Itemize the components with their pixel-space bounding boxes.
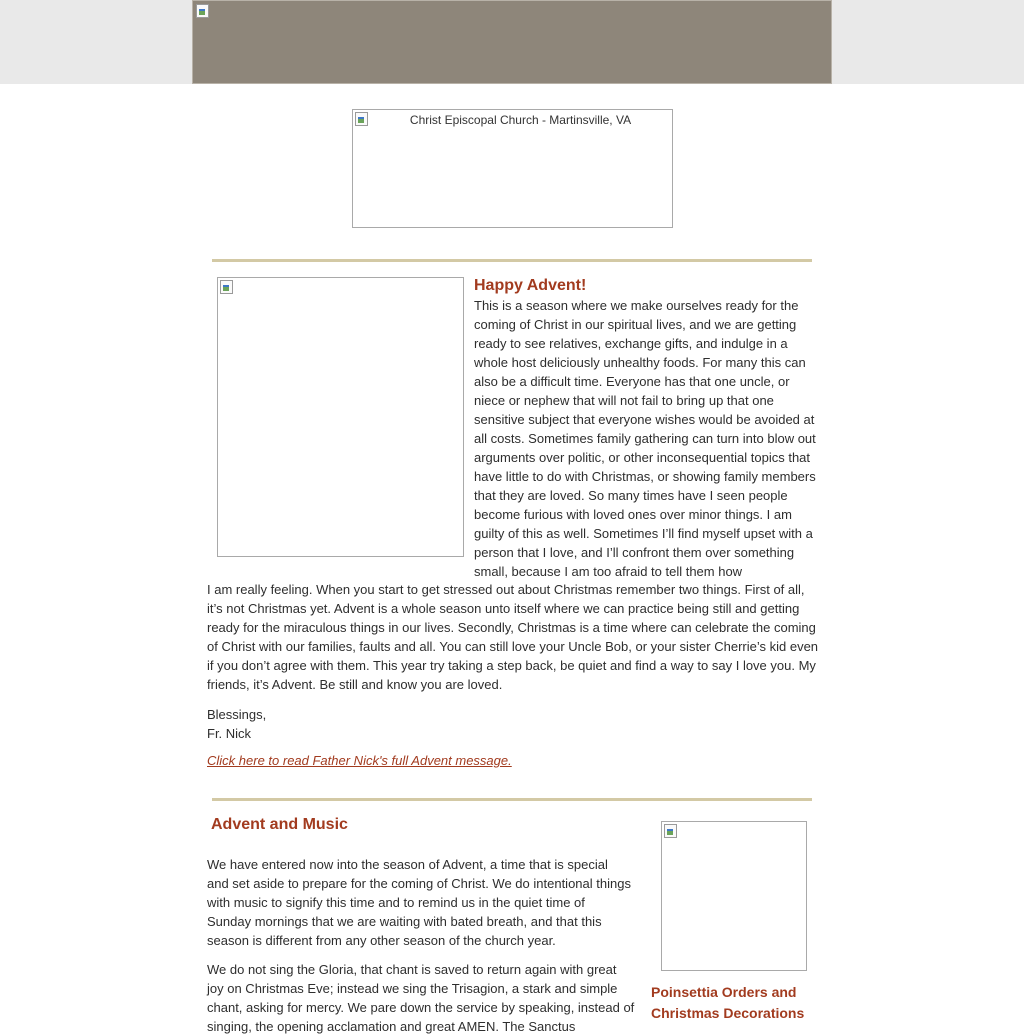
church-logo-image bbox=[352, 109, 673, 228]
music-paragraph-1: We have entered now into the season of Advent, a time that is special and set aside to prepare for the coming of Christ. We do intentional things with music to signify this time and to remind us in the quiet time of Sunday mornings that we are waiting with bated breath, and that this season is different from any other season of the church year. bbox=[207, 857, 631, 948]
broken-image-icon bbox=[354, 111, 368, 125]
section-divider bbox=[212, 798, 812, 801]
poinsettia-photo bbox=[661, 821, 807, 971]
advent-heading: Happy Advent! bbox=[474, 277, 587, 294]
music-heading: Advent and Music bbox=[211, 816, 348, 833]
logo-alt-text: Christ Episcopal Church - Martinsville, VA bbox=[409, 113, 632, 127]
advent-body-full: I am really feeling. When you start to get stressed out about Christmas remember two things. First of all, it’s not Christmas yet. Advent is a whole season unto itself where we can practice being still and getting ready for the miraculous things in our lives. Secondly, Christmas is a time where can celebrate the coming of Christ with our families, faults and all. You can still love your Uncle Bob, or your sister Cherrie’s kid even if you don’t agree with them. This year try taking a step back, be quiet and find a way to say I love you. My friends, it’s Advent. Be still and know you are loved. bbox=[207, 582, 819, 692]
signature-text: Fr. Nick bbox=[207, 726, 252, 741]
broken-image-icon bbox=[195, 3, 209, 17]
advent-photo bbox=[217, 277, 464, 557]
poinsettia-caption[interactable]: Poinsettia Orders and Christmas Decorations bbox=[651, 984, 805, 1021]
section-divider bbox=[212, 259, 812, 262]
advent-body-wrapped: This is a season where we make ourselves ready for the coming of Christ in our spiritual lives, and we are getting ready to see relatives, exchange gifts, and indulge in a whole host deliciously unhealthy foods. For many this can also be a difficult time. Everyone has that one uncle, or niece or nephew that will not fail to bring up that one sensitive subject that everyone wishes would be avoided at all costs. Sometimes family gathering can turn into blow out arguments over politic, or other inconsequential topics that have little to do with Christmas, or showing family members that they are loved. So many times have I seen people become furious with loved ones over minor things. I am guilty of this as well. Sometimes I’ll find myself upset with a person that I love, and I’ll confront them over something small, because I am too afraid to tell them how bbox=[474, 298, 816, 579]
music-paragraph-2: We do not sing the Gloria, that chant is saved to return again with great joy on Christmas Eve; instead we sing the Trisagion, a stark and simple chant, asking for mercy. We pare down the service by speaking, instead of singing, the opening acclamation and great AMEN. The Sanctus bbox=[207, 962, 635, 1034]
broken-image-icon bbox=[663, 823, 677, 837]
closing-text: Blessings, bbox=[207, 707, 267, 722]
advent-signoff bbox=[207, 705, 407, 743]
read-full-message-link[interactable]: Click here to read Father Nick's full Advent message. bbox=[207, 753, 512, 768]
header-banner-image bbox=[192, 0, 832, 84]
broken-image-icon bbox=[219, 279, 233, 293]
